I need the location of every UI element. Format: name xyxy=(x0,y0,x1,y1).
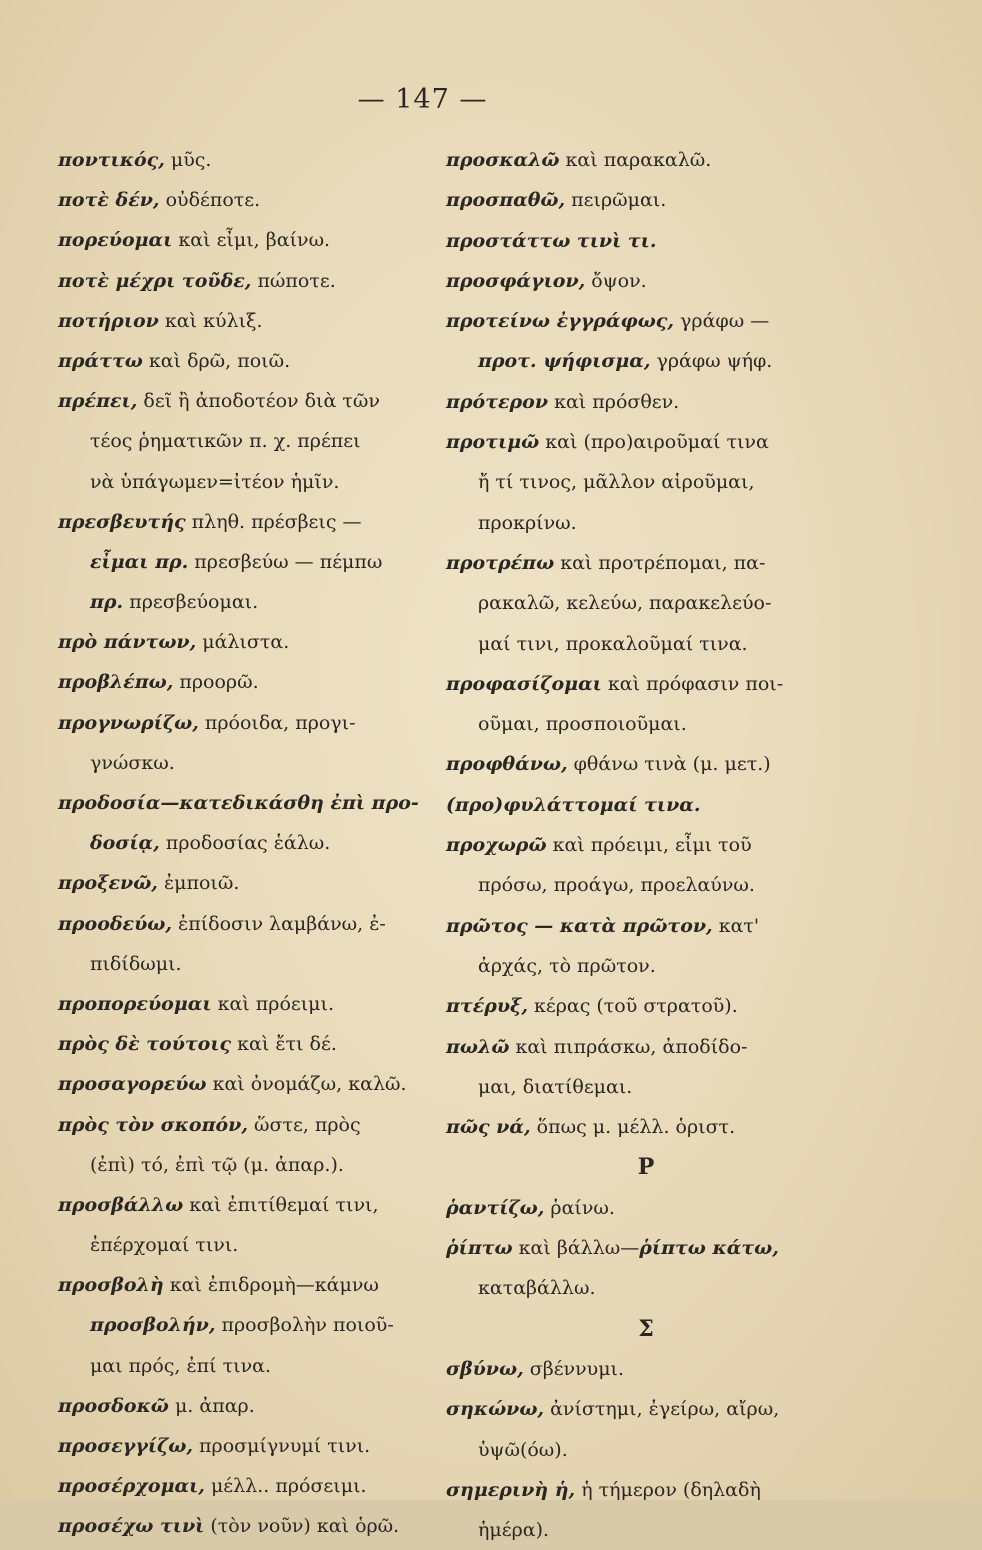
entry-line xyxy=(446,261,846,301)
entry-line xyxy=(446,1268,846,1308)
entry-line xyxy=(58,180,438,220)
headword: προσδοκῶ xyxy=(58,1394,169,1417)
definition-text: ρακαλῶ, κελεύω, παρακελεύο- xyxy=(478,592,772,615)
headword: ποτήριον xyxy=(58,309,159,332)
section-letter: Ρ xyxy=(637,1154,655,1181)
headword: ῥίπτω κάτω, xyxy=(639,1237,779,1260)
definition-text: καὶ δρῶ, ποιῶ. xyxy=(142,349,291,372)
headword: προτ. ψήφισμα, xyxy=(478,350,651,373)
definition-text: μέλλ.. πρόσειμι. xyxy=(204,1475,367,1498)
entry-line xyxy=(446,865,846,905)
definition-text: προδοσίας ἑάλω. xyxy=(159,832,331,855)
definition-text: μαί τινι, προκαλοῦμαί τινα. xyxy=(478,632,748,655)
definition-text: ἡμέρα). xyxy=(478,1519,550,1542)
definition-text: πρεσβεύω — πέμπω xyxy=(188,550,383,573)
headword: προτρέπω xyxy=(446,551,555,574)
definition-text: καὶ πρόειμι, εἶμι τοῦ xyxy=(546,834,752,857)
entry-line xyxy=(58,1185,438,1225)
entry-line xyxy=(446,1107,846,1147)
entry-line xyxy=(58,1145,438,1185)
entry-line xyxy=(58,341,438,381)
entry-line xyxy=(58,421,438,461)
entry-line xyxy=(446,906,846,946)
definition-text: γνώσκω. xyxy=(90,751,175,774)
entry-line xyxy=(446,301,846,341)
headword: σηκώνω, xyxy=(446,1398,545,1421)
definition-text: τέος ῥηματικῶν π. χ. πρέπει xyxy=(90,430,361,453)
entry-line xyxy=(446,785,846,825)
definition-text: προσμίγνυμί τινι. xyxy=(193,1435,371,1457)
entry-line xyxy=(58,944,438,984)
headword: πρ. xyxy=(90,591,124,614)
definition-text: γράφω ψήφ. xyxy=(650,350,773,373)
entry-line xyxy=(446,1228,846,1268)
entry-line xyxy=(446,1067,846,1107)
headword: σβύνω, xyxy=(446,1357,524,1380)
entry-line xyxy=(446,825,846,865)
headword: προδοσία—κατεδικάσθη ἐπὶ προ- xyxy=(58,792,419,814)
definition-text: καὶ προτρέπομαι, πα- xyxy=(554,551,766,574)
headword: πρὸ πάντων, xyxy=(58,631,197,654)
definition-text: ἡ τήμερον (δηλαδὴ xyxy=(575,1478,761,1501)
headword: προτείνω ἐγγράφως, xyxy=(446,310,674,333)
headword: προγνωρίζω, xyxy=(58,711,199,734)
entry-line xyxy=(58,1064,438,1104)
definition-text: (ἐπὶ) τό, ἐπὶ τῷ (μ. ἀπαρ.). xyxy=(90,1153,344,1176)
definition-text: ὑψῶ(όω). xyxy=(478,1438,568,1461)
definition-text: ἐμποιῶ. xyxy=(157,872,240,895)
entry-line xyxy=(446,704,846,744)
entry-line xyxy=(58,783,438,823)
headword: προτιμῶ xyxy=(446,431,540,454)
page-number: — 147 — xyxy=(357,84,488,115)
entry-line xyxy=(58,1105,438,1145)
entry-line xyxy=(446,503,846,543)
headword: ῥαντίζω, xyxy=(446,1196,545,1219)
definition-text: καὶ εἶμι, βαίνω. xyxy=(172,229,331,252)
definition-text: πιδίδωμι. xyxy=(90,952,182,975)
entry-line xyxy=(58,1386,438,1426)
headword: πορεύομαι xyxy=(58,229,173,252)
right-column xyxy=(446,140,846,1550)
entry-line xyxy=(58,1426,438,1466)
headword: προσπαθῶ, xyxy=(446,189,566,212)
entry-line xyxy=(446,1389,846,1429)
definition-text: μῦς. xyxy=(164,149,212,171)
definition-text: πρεσβεύομαι. xyxy=(123,591,259,614)
headword: προσέρχομαι, xyxy=(58,1475,205,1498)
definition-text: καὶ ὀνομάζω, καλῶ. xyxy=(206,1073,407,1096)
entry-line xyxy=(58,984,438,1024)
definition-text: προσβολὴν ποιοῦ- xyxy=(215,1314,394,1337)
headword: πτέρυξ, xyxy=(446,995,528,1018)
entry-line xyxy=(446,221,846,261)
entry-line xyxy=(446,1470,846,1510)
entry-line xyxy=(58,542,438,582)
definition-text: κατ' xyxy=(712,914,760,937)
entry-line xyxy=(446,1027,846,1067)
definition-text: ἐπίδοσιν λαμβάνω, ἐ- xyxy=(172,912,386,935)
headword: προχωρῶ xyxy=(446,834,547,857)
entry-line xyxy=(446,341,846,381)
definition-text: πληθ. πρέσβεις — xyxy=(185,510,362,533)
definition-text: οὐδέποτε. xyxy=(159,189,261,212)
definition-text: νὰ ὑπάγωμεν=ἰτέον ἡμῖν. xyxy=(90,470,340,493)
definition-text: καὶ βάλλω— xyxy=(512,1237,640,1260)
headword: πρεσβευτής xyxy=(58,510,186,533)
definition-text: (τὸν νοῦν) καὶ ὁρῶ. xyxy=(204,1515,400,1538)
entry-line xyxy=(446,462,846,502)
headword: προφθάνω, xyxy=(446,753,568,776)
entry-line xyxy=(58,1466,438,1506)
entry-line xyxy=(446,986,846,1026)
definition-text: μαι πρός, ἐπί τινα. xyxy=(90,1354,272,1377)
headword: προσβολήν, xyxy=(90,1314,216,1337)
entry-line xyxy=(446,180,846,220)
entry-line xyxy=(58,662,438,702)
entry-line xyxy=(58,582,438,622)
definition-text: πρόσω, προάγω, προελαύνω. xyxy=(478,874,755,897)
entry-line xyxy=(446,583,846,623)
definition-text: προορῶ. xyxy=(173,671,259,694)
entry-line xyxy=(58,261,438,301)
definition-text: καὶ ἐπιδρομὴ—κάμνω xyxy=(163,1274,379,1297)
headword: σημερινὴ ἡ, xyxy=(446,1478,576,1501)
entry-line xyxy=(446,543,846,583)
entry-line xyxy=(58,622,438,662)
headword: προστάττω τινὶ τι. xyxy=(446,229,657,252)
entry-line xyxy=(58,1265,438,1305)
definition-text: ἀρχάς, τὸ πρῶτον. xyxy=(478,954,656,977)
definition-text: μάλιστα. xyxy=(196,631,290,654)
entry-line xyxy=(58,1506,438,1546)
headword: πρότερον xyxy=(446,390,549,413)
headword: εἶμαι πρ. xyxy=(90,550,189,573)
entry-line xyxy=(58,1305,438,1345)
entry-line xyxy=(58,502,438,542)
entry-line xyxy=(58,462,438,502)
entry-line xyxy=(446,382,846,422)
definition-text: ἤ τί τινος, μᾶλλον αἱροῦμαι, xyxy=(478,471,755,494)
definition-text: δεῖ ἢ ἀποδοτέον διὰ τῶν xyxy=(137,390,380,413)
headword: πράττω xyxy=(58,349,143,372)
entry-line xyxy=(446,664,846,704)
entry-line xyxy=(446,624,846,664)
definition-text: γράφω — xyxy=(674,310,770,333)
headword: προξενῶ, xyxy=(58,872,158,895)
definition-text: καὶ παρακαλῶ. xyxy=(559,149,712,171)
definition-text: προκρίνω. xyxy=(478,511,577,534)
headword: πωλῶ xyxy=(446,1035,510,1058)
entry-line xyxy=(58,1024,438,1064)
headword: προσαγορεύω xyxy=(58,1073,207,1096)
definition-text: ἐπέρχομαί τινι. xyxy=(90,1234,239,1257)
headword: (προ)φυλάττομαί τινα. xyxy=(446,793,701,816)
headword: προσβολὴ xyxy=(58,1274,164,1297)
headword: προσφάγιον, xyxy=(446,269,586,292)
definition-text: καὶ ἔτι δέ. xyxy=(231,1033,337,1056)
entry-line xyxy=(58,743,438,783)
headword: ποτὲ δέν, xyxy=(58,189,160,212)
headword: προφασίζομαι xyxy=(446,672,602,695)
definition-text: πώποτε. xyxy=(251,269,336,292)
headword: προσβάλλω xyxy=(58,1193,184,1216)
entry-line xyxy=(58,1225,438,1265)
left-column xyxy=(58,140,438,1547)
entry-line xyxy=(446,946,846,986)
headword: πρέπει, xyxy=(58,390,138,413)
entry-line xyxy=(446,1188,846,1228)
definition-text: φθάνω τινὰ (μ. μετ.) xyxy=(567,753,771,776)
definition-text: καὶ πρόφασιν ποι- xyxy=(601,672,784,695)
entry-line xyxy=(58,823,438,863)
entry-line xyxy=(446,140,846,180)
entry-line xyxy=(58,140,438,180)
headword: ποντικός, xyxy=(58,149,165,171)
entry-line xyxy=(446,744,846,784)
headword: προσεγγίζω, xyxy=(58,1435,194,1457)
definition-text: πειρῶμαι. xyxy=(565,189,667,212)
headword: προβλέπω, xyxy=(58,671,174,694)
headword: πῶς νά, xyxy=(446,1116,531,1139)
definition-text: σβέννυμι. xyxy=(523,1357,625,1380)
headword: πρὸς τὸν σκοπόν, xyxy=(58,1113,248,1136)
entry-line xyxy=(446,1349,846,1389)
headword: προσέχω τινὶ xyxy=(58,1515,205,1538)
definition-text: ῥαίνω. xyxy=(544,1196,615,1219)
definition-text: καὶ πρόσθεν. xyxy=(548,390,680,413)
definition-text: ὅπως μ. μέλλ. ὁριστ. xyxy=(530,1116,736,1139)
definition-text: κέρας (τοῦ στρατοῦ). xyxy=(527,995,738,1018)
definition-text: οῦμαι, προσποιοῦμαι. xyxy=(478,713,687,736)
definition-text: καὶ πιπράσκω, ἀποδίδο- xyxy=(509,1035,748,1058)
definition-text: καὶ κύλιξ. xyxy=(158,309,263,332)
entry-line xyxy=(58,1346,438,1386)
entry-line xyxy=(58,220,438,260)
definition-text: ἀνίστημι, ἐγείρω, αἴρω, xyxy=(544,1398,780,1421)
headword: προπορεύομαι xyxy=(58,992,212,1015)
entry-line xyxy=(58,863,438,903)
entry-line xyxy=(58,703,438,743)
headword: δοσίᾳ, xyxy=(90,832,160,855)
definition-text: ὄψον. xyxy=(585,269,647,292)
definition-text: μ. ἀπαρ. xyxy=(168,1394,255,1417)
definition-text: καταβάλλω. xyxy=(478,1277,596,1300)
headword: ποτὲ μέχρι τοῦδε, xyxy=(58,269,252,292)
entry-line xyxy=(446,1430,846,1470)
section-letter: Σ xyxy=(638,1315,654,1342)
headword: προσκαλῶ xyxy=(446,149,560,171)
entry-line xyxy=(58,904,438,944)
headword: πρὸς δὲ τούτοις xyxy=(58,1033,232,1056)
headword: προοδεύω, xyxy=(58,912,172,935)
definition-text: καὶ πρόειμι. xyxy=(211,992,335,1015)
entry-line xyxy=(446,1510,846,1550)
definition-text: ὥστε, πρὸς xyxy=(247,1113,361,1136)
entry-line xyxy=(58,381,438,421)
headword: ῥίπτω xyxy=(446,1237,513,1260)
entry-line xyxy=(58,301,438,341)
definition-text: πρόοιδα, προγι- xyxy=(198,711,356,734)
definition-text: καὶ (προ)αιροῦμαί τινα xyxy=(539,431,769,454)
entry-line xyxy=(446,422,846,462)
definition-text: καὶ ἐπιτίθεμαί τινι, xyxy=(183,1193,379,1216)
headword: πρῶτος — κατὰ πρῶτον, xyxy=(446,914,713,937)
definition-text: μαι, διατίθεμαι. xyxy=(478,1075,633,1098)
